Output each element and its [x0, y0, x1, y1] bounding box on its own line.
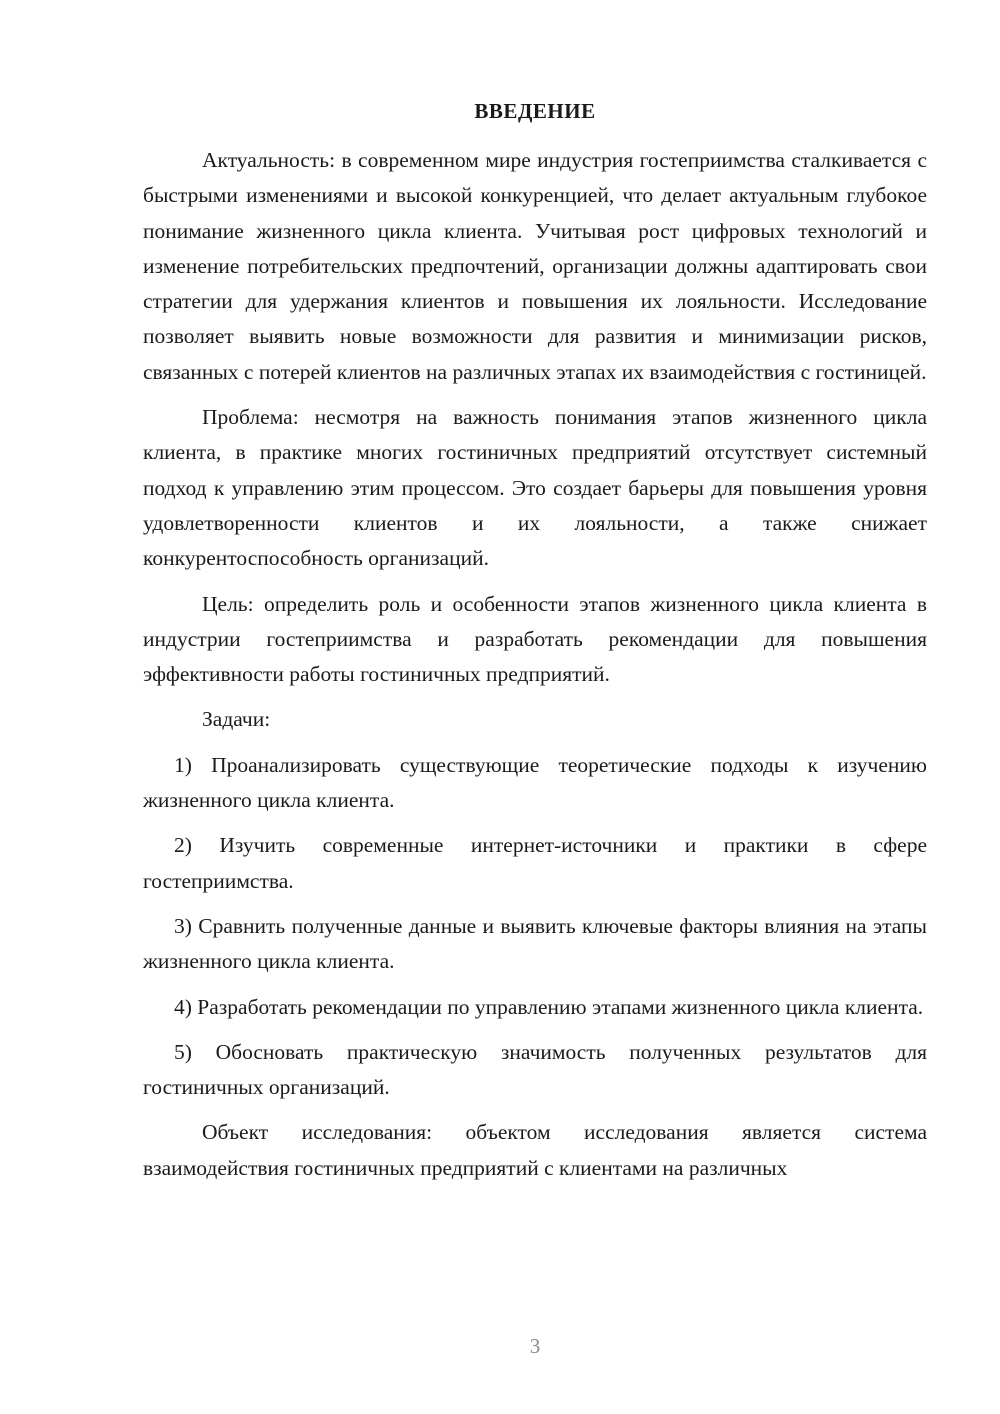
page-number: 3: [529, 1334, 541, 1358]
task-item-4: 4) Разработать рекомендации по управлению этапами жизненного цикла клиента.: [174, 994, 924, 1019]
tasks-heading: Задачи:: [202, 707, 271, 732]
task-item-3: 3) Сравнить полученные данные и выявить ключевые факторы влияния на этапы жизненного цикла клиента.: [143, 913, 927, 974]
document-body: [143, 143, 927, 1186]
task-item-2: 2) Изучить современные интернет-источники и практики в сфере гостеприимства.: [143, 833, 927, 893]
document-page: [143, 0, 927, 1414]
paragraph-goal: Цель: определить роль и особенности этапов жизненного цикла клиента в индустрии гостеприимства и разработать рекомендации для повышения эффективности работы гостиничных предприятий.: [143, 591, 927, 687]
paragraph-object: Объект исследования: объектом исследования является система взаимодействия гостиничных предприятий с клиентами на различных: [143, 1120, 927, 1180]
task-item-5: 5) Обосновать практическую значимость полученных результатов для гостиничных организаций.: [143, 1039, 927, 1100]
task-item-1: 1) Проанализировать существующие теоретические подходы к изучению жизненного цикла клиента.: [143, 752, 927, 813]
paragraph-problem: Проблема: несмотря на важность понимания этапов жизненного цикла клиента, в практике многих гостиничных предприятий отсутствует системный подход к управлению этим процессом. Это создает барьеры для повышения уровня удовлетворенности клиентов и их лояльности, а также снижает конкурентоспособность организаций.: [143, 405, 927, 571]
page-title: ВВЕДЕНИЕ: [474, 99, 596, 123]
paragraph-relevance: Актуальность: в современном мире индустрия гостеприимства сталкивается с быстрыми изменениями и высокой конкуренцией, что делает актуальным глубокое понимание жизненного цикла клиента. Учитывая рост цифровых технологий и изменение потребительских предпочтений, организации должны адаптировать свои стратегии для удержания клиентов и повышения их лояльности. Исследование позволяет выявить новые возможности для развития и минимизации рисков, связанных с потерей клиентов на различных этапах их взаимодействия с гостиницей.: [143, 148, 927, 384]
